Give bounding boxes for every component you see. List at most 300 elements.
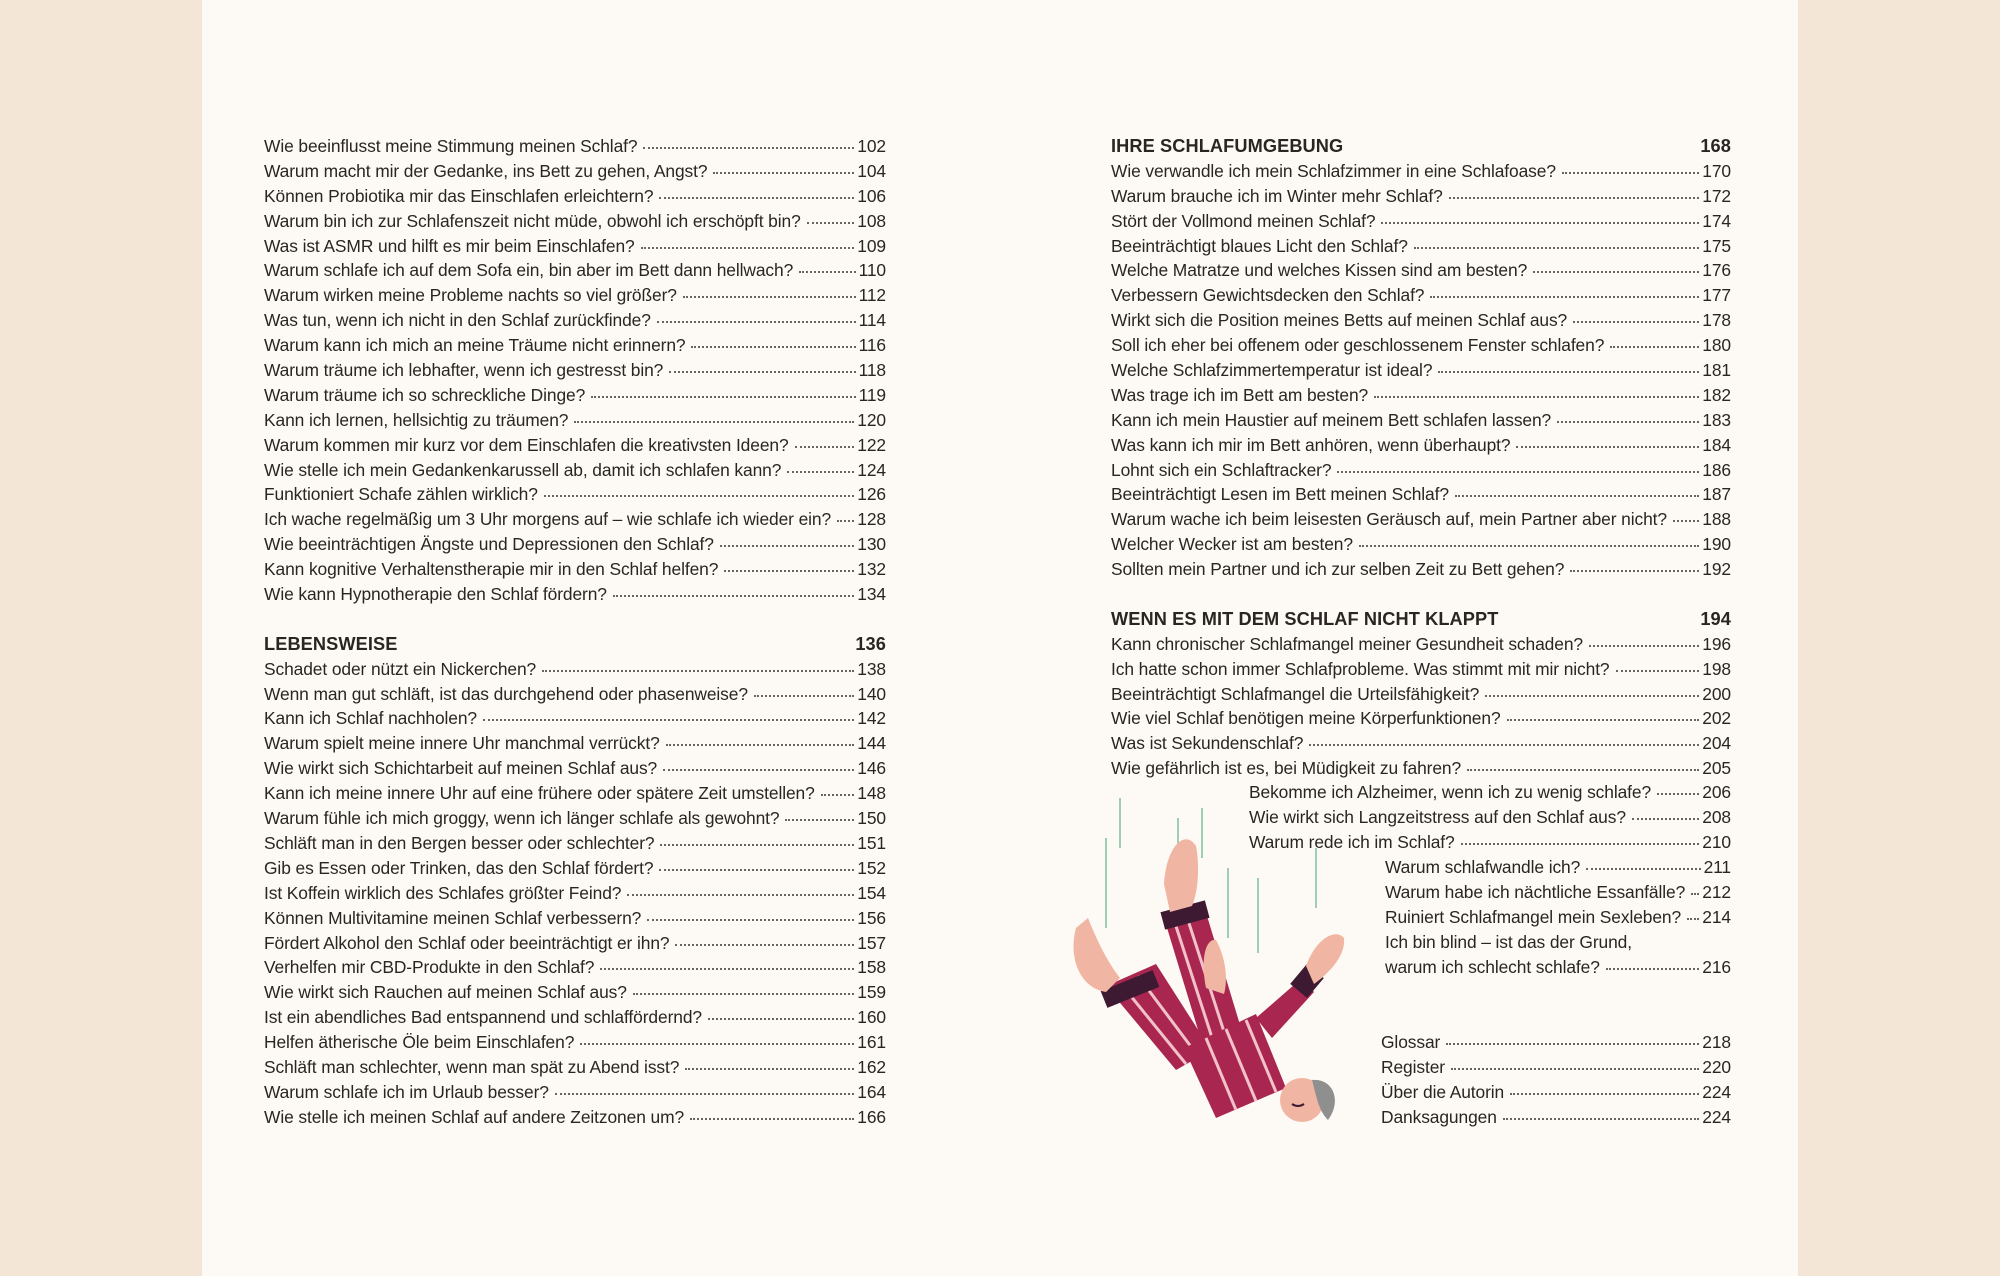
toc-entry (264, 285, 886, 310)
toc-entry-page: 177 (1702, 285, 1731, 306)
dot-leader (691, 346, 855, 348)
toc-entry (1111, 310, 1731, 335)
dot-leader (1455, 495, 1699, 497)
toc-entry-page: 184 (1702, 434, 1731, 455)
dot-leader (669, 371, 855, 373)
toc-entry-page: 224 (1702, 1081, 1731, 1102)
toc-entry-page: 118 (858, 360, 886, 381)
toc-entry-page: 154 (857, 882, 886, 903)
toc-entry-page: 166 (857, 1106, 886, 1127)
toc-entry (264, 435, 886, 460)
toc-entry (1111, 410, 1731, 435)
toc-entry-title: Warum träume ich so schreckliche Dinge? (264, 384, 586, 405)
dot-leader (1516, 446, 1699, 448)
dot-leader (633, 993, 854, 995)
toc-entry (1111, 360, 1731, 385)
toc-entry (264, 534, 886, 559)
toc-indented-list-2 (1385, 857, 1731, 981)
toc-entry-page: 175 (1702, 235, 1731, 256)
toc-entry-page: 159 (857, 982, 886, 1003)
dot-leader (1461, 843, 1700, 845)
toc-entry (1111, 684, 1731, 709)
toc-entry-page: 214 (1702, 906, 1731, 927)
toc-entry (1111, 509, 1731, 534)
toc-entry (264, 783, 886, 808)
toc-entry-title: Wie verwandle ich mein Schlafzimmer in eine Schlafoase? (1111, 160, 1556, 181)
toc-entry (1111, 186, 1731, 211)
toc-entry-title: Wie stelle ich mein Gedankenkarussell ab, damit ich schlafen kann? (264, 459, 782, 480)
toc-entry (1111, 161, 1731, 186)
toc-entry-page: 144 (857, 733, 886, 754)
dot-leader (1557, 421, 1699, 423)
toc-entry-page: 211 (1703, 857, 1731, 877)
foot-upper (1164, 839, 1198, 912)
toc-entry-page: 180 (1702, 335, 1731, 356)
toc-entry-page: 190 (1702, 534, 1731, 555)
dot-leader (1446, 1043, 1699, 1045)
toc-entry-page: 210 (1702, 831, 1731, 852)
toc-entry-page: 160 (857, 1007, 886, 1028)
dot-leader (1438, 371, 1699, 373)
toc-entry-title: Ist Koffein wirklich des Schlafes größter Feind? (264, 882, 622, 903)
toc-entry (264, 211, 886, 236)
toc-entry (1111, 733, 1731, 758)
toc-entry-multiline (1385, 932, 1731, 982)
toc-entry-page: 183 (1702, 409, 1731, 430)
dot-leader (787, 471, 854, 473)
toc-entry-page: 196 (1702, 633, 1731, 654)
toc-entry (1381, 1032, 1731, 1057)
dot-leader (483, 719, 854, 721)
dot-leader (690, 1118, 854, 1120)
toc-entry-page: 112 (858, 285, 886, 306)
toc-entry-title: Warum wache ich beim leisesten Geräusch auf, mein Partner aber nicht? (1111, 509, 1667, 530)
toc-entry-page: 150 (857, 808, 886, 829)
dot-leader (643, 147, 854, 149)
toc-entry (264, 808, 886, 833)
toc-entry (264, 360, 886, 385)
toc-entry (1385, 882, 1731, 907)
toc-entry-page: 186 (1702, 459, 1731, 480)
toc-entry (264, 933, 886, 958)
section-title: LEBENSWEISE (264, 633, 398, 654)
toc-entry (264, 1032, 886, 1057)
dot-leader (713, 172, 854, 174)
toc-entry-page: 216 (1702, 956, 1731, 977)
dot-leader (795, 446, 855, 448)
toc-entry-title: Wie beeinträchtigen Ängste und Depressionen den Schlaf? (264, 534, 714, 555)
toc-entry-page: 109 (857, 235, 886, 256)
toc-entry-title: Wie beeinflusst meine Stimmung meinen Schlaf? (264, 136, 638, 156)
toc-entry (264, 1057, 886, 1082)
toc-entry-page: 126 (857, 484, 886, 505)
toc-entry-title: Können Multivitamine meinen Schlaf verbessern? (264, 907, 642, 928)
toc-entry (264, 957, 886, 982)
dot-leader (641, 247, 855, 249)
toc-entry-page: 128 (857, 509, 886, 530)
dot-leader (1485, 695, 1699, 697)
toc-entry-title: Glossar (1381, 1032, 1441, 1052)
toc-entry-title: Fördert Alkohol den Schlaf oder beeinträchtigt er ihn? (264, 932, 670, 953)
toc-right-column (1111, 136, 1731, 783)
toc-entry-title: Warum schlafwandle ich? (1385, 857, 1581, 877)
toc-entry (1111, 534, 1731, 559)
toc-entry-title: Warum brauche ich im Winter mehr Schlaf? (1111, 185, 1443, 206)
toc-entry-title: Warum kann ich mich an meine Träume nicht erinnern? (264, 335, 686, 356)
toc-entry-page: 132 (857, 559, 886, 580)
falling-sleeper-illustration (1066, 788, 1366, 1148)
toc-entry (1385, 907, 1731, 932)
toc-entry (1381, 1057, 1731, 1082)
toc-entry (264, 335, 886, 360)
toc-entry (264, 659, 886, 684)
toc-entry-title: Warum schlafe ich im Urlaub besser? (264, 1081, 549, 1102)
toc-entry-page: 172 (1702, 185, 1731, 206)
dot-leader (1616, 670, 1700, 672)
toc-entry-page: 162 (857, 1056, 886, 1077)
dot-leader (1606, 968, 1700, 970)
toc-entry (1111, 559, 1731, 584)
dot-leader (613, 595, 854, 597)
toc-entry (1111, 659, 1731, 684)
toc-entry-title: Wie wirkt sich Schichtarbeit auf meinen Schlaf aus? (264, 758, 658, 779)
dot-leader (1507, 719, 1700, 721)
toc-entry (1111, 435, 1731, 460)
toc-entry (264, 236, 886, 261)
dot-leader (627, 894, 854, 896)
toc-entry-title-line2: warum ich schlecht schlafe? (1385, 956, 1600, 977)
toc-entry (264, 883, 886, 908)
toc-entry-title: Warum macht mir der Gedanke, ins Bett zu gehen, Angst? (264, 160, 708, 181)
toc-entry-page: 224 (1702, 1106, 1731, 1127)
toc-entry-title: Wie viel Schlaf benötigen meine Körperfunktionen? (1111, 708, 1501, 729)
dot-leader (1573, 321, 1699, 323)
toc-entry-title: Schläft man in den Bergen besser oder schlechter? (264, 832, 655, 853)
dot-leader (1510, 1093, 1699, 1095)
dot-leader (675, 944, 854, 946)
toc-entry-title: Warum wirken meine Probleme nachts so viel größer? (264, 285, 677, 306)
toc-entry (264, 260, 886, 285)
toc-entry-page: 202 (1702, 708, 1731, 729)
toc-entry-page: 152 (857, 857, 886, 878)
toc-entry-title: Stört der Vollmond meinen Schlaf? (1111, 210, 1376, 231)
dot-leader (799, 271, 855, 273)
toc-entry-page: 198 (1702, 658, 1731, 679)
toc-entry-title: Warum träume ich lebhafter, wenn ich gestresst bin? (264, 360, 664, 381)
toc-entry (264, 982, 886, 1007)
toc-entry-title: Kann chronischer Schlafmangel meiner Gesundheit schaden? (1111, 633, 1583, 654)
toc-entry-title: Warum schlafe ich auf dem Sofa ein, bin aber im Bett dann hellwach? (264, 260, 794, 281)
toc-entry-page: 151 (857, 832, 886, 853)
toc-entry-title: Welche Schlafzimmertemperatur ist ideal? (1111, 360, 1433, 381)
dot-leader (1381, 222, 1699, 224)
toc-entry-page: 114 (858, 310, 886, 331)
toc-entry (264, 1107, 886, 1132)
toc-entry-title: Wie wirkt sich Langzeitstress auf den Schlaf aus? (1249, 806, 1626, 827)
toc-entry (264, 559, 886, 584)
dot-leader (1449, 197, 1700, 199)
dot-leader (754, 695, 854, 697)
dot-leader (542, 670, 854, 672)
toc-entry-page: 208 (1702, 806, 1731, 827)
toc-entry (264, 708, 886, 733)
dot-leader (837, 520, 854, 522)
toc-entry (264, 908, 886, 933)
toc-entry-title: Warum habe ich nächtliche Essanfälle? (1385, 881, 1686, 902)
dot-leader (807, 222, 855, 224)
toc-entry-page: 206 (1702, 782, 1731, 802)
toc-entry (264, 584, 886, 609)
toc-entry-page: 178 (1702, 310, 1731, 331)
dot-leader (785, 819, 854, 821)
dot-leader (600, 968, 854, 970)
dot-leader (1562, 172, 1699, 174)
toc-entry-title: Kann ich lernen, hellsichtig zu träumen? (264, 409, 569, 430)
toc-entry (264, 509, 886, 534)
toc-entry-title: Danksagungen (1381, 1106, 1497, 1127)
toc-entry-title: Wie kann Hypnotherapie den Schlaf fördern? (264, 584, 607, 605)
toc-entry (1385, 857, 1731, 882)
dot-leader (720, 545, 854, 547)
dot-leader (1632, 818, 1699, 820)
section-title: IHRE SCHLAFUMGEBUNG (1111, 136, 1344, 156)
dot-leader (647, 919, 854, 921)
dot-leader (1673, 520, 1699, 522)
toc-entry (1111, 385, 1731, 410)
section-page: 136 (855, 633, 886, 654)
dot-leader (1414, 247, 1700, 249)
toc-entry (264, 684, 886, 709)
toc-entry-title: Ich hatte schon immer Schlafprobleme. Was stimmt mit mir nicht? (1111, 658, 1610, 679)
dot-leader (1451, 1068, 1699, 1070)
dot-leader (574, 421, 854, 423)
toc-entry-title: Ich wache regelmäßig um 3 Uhr morgens auf – wie schlafe ich wieder ein? (264, 509, 832, 530)
toc-entry-page: 204 (1702, 733, 1731, 754)
book-spread-page (202, 0, 1798, 1276)
toc-entry-page: 170 (1702, 160, 1731, 181)
toc-entry-page: 176 (1702, 260, 1731, 281)
toc-entry-page: 161 (857, 1032, 886, 1053)
dot-leader (1374, 396, 1699, 398)
toc-entry-title: Wie wirkt sich Rauchen auf meinen Schlaf aus? (264, 982, 627, 1003)
toc-entry-page: 158 (857, 957, 886, 978)
toc-entry-page: 116 (858, 335, 886, 356)
toc-entry-title: Was tun, wenn ich nicht in den Schlaf zurückfinde? (264, 310, 651, 331)
toc-entry-page: 156 (857, 907, 886, 928)
toc-entry-title: Kann kognitive Verhaltenstherapie mir in den Schlaf helfen? (264, 559, 719, 580)
toc-entry (1111, 484, 1731, 509)
dot-leader (1359, 545, 1699, 547)
toc-entry-title: Beeinträchtigt Lesen im Bett meinen Schlaf? (1111, 484, 1449, 505)
toc-entry-page: 157 (857, 932, 886, 953)
toc-entry-title: Können Probiotika mir das Einschlafen erleichtern? (264, 185, 654, 206)
toc-entry-page: 122 (857, 434, 886, 455)
toc-entry-page: 108 (857, 210, 886, 231)
dot-leader (555, 1093, 854, 1095)
section-spacer (1111, 584, 1731, 609)
toc-entry (264, 460, 886, 485)
toc-entry-page: 187 (1702, 484, 1731, 505)
toc-entry-page: 138 (857, 658, 886, 679)
toc-entry-title: Sollten mein Partner und ich zur selben Zeit zu Bett gehen? (1111, 559, 1565, 580)
toc-entry (264, 1007, 886, 1032)
toc-entry (1111, 335, 1731, 360)
section-page: 194 (1700, 608, 1731, 629)
toc-entry-page: 142 (857, 708, 886, 729)
toc-entry (1381, 1107, 1731, 1132)
toc-entry-page: 134 (857, 584, 886, 605)
toc-entry-title: Register (1381, 1056, 1445, 1077)
dot-leader (1430, 296, 1699, 298)
toc-entry-page: 110 (858, 260, 886, 281)
toc-entry-title: Beeinträchtigt blaues Licht den Schlaf? (1111, 235, 1408, 256)
toc-entry (264, 858, 886, 883)
toc-entry (264, 758, 886, 783)
dot-leader (724, 570, 854, 572)
toc-entry-page: 104 (857, 160, 886, 181)
dot-leader (685, 1068, 854, 1070)
toc-entry-page: 212 (1702, 881, 1731, 902)
toc-entry (1111, 460, 1731, 485)
dot-leader (1309, 744, 1699, 746)
dot-leader (666, 744, 855, 746)
toc-entry-page: 181 (1702, 360, 1731, 381)
toc-entry (1381, 1082, 1731, 1107)
toc-entry-title: Kann ich mein Haustier auf meinem Bett schlafen lassen? (1111, 409, 1552, 430)
toc-entry (264, 161, 886, 186)
toc-entry-page: 146 (857, 758, 886, 779)
dot-leader (1570, 570, 1699, 572)
toc-entry-title: Warum spielt meine innere Uhr manchmal verrückt? (264, 733, 660, 754)
toc-entry-title: Soll ich eher bei offenem oder geschlossenem Fenster schlafen? (1111, 335, 1605, 356)
dot-leader (1533, 271, 1699, 273)
toc-entry-title: Ruiniert Schlafmangel mein Sexleben? (1385, 906, 1682, 927)
toc-entry-title: Bekomme ich Alzheimer, wenn ich zu wenig schlafe? (1249, 782, 1652, 802)
toc-entry-title: Schläft man schlechter, wenn man spät zu Abend isst? (264, 1056, 680, 1077)
toc-entry (1111, 758, 1731, 783)
toc-entry (264, 310, 886, 335)
toc-entry (1111, 634, 1731, 659)
toc-entry (264, 484, 886, 509)
toc-entry-page: 120 (857, 409, 886, 430)
toc-entry-title: Was ist Sekundenschlaf? (1111, 733, 1304, 754)
toc-entry-page: 220 (1702, 1056, 1731, 1077)
toc-entry-title: Über die Autorin (1381, 1081, 1505, 1102)
dot-leader (544, 495, 854, 497)
toc-entry-title: Warum bin ich zur Schlafenszeit nicht müde, obwohl ich erschöpft bin? (264, 210, 801, 231)
dot-leader (1589, 645, 1699, 647)
toc-entry-title: Warum rede ich im Schlaf? (1249, 831, 1455, 852)
toc-entry-title: Warum kommen mir kurz vor dem Einschlafen die kreativsten Ideen? (264, 434, 789, 455)
toc-entry (1111, 285, 1731, 310)
toc-section-heading (264, 634, 886, 659)
toc-entry-title: Verbessern Gewichtsdecken den Schlaf? (1111, 285, 1425, 306)
toc-entry-title: Wie stelle ich meinen Schlaf auf andere Zeitzonen um? (264, 1106, 685, 1127)
toc-entry (264, 1082, 886, 1107)
section-page: 168 (1700, 136, 1731, 156)
dot-leader (1503, 1118, 1699, 1120)
section-spacer (264, 609, 886, 634)
toc-entry-page: 182 (1702, 384, 1731, 405)
toc-entry-title: Beeinträchtigt Schlafmangel die Urteilsfähigkeit? (1111, 683, 1480, 704)
dot-leader (663, 769, 854, 771)
toc-entry-title: Lohnt sich ein Schlaftracker? (1111, 459, 1332, 480)
toc-section-heading (1111, 609, 1731, 634)
toc-entry (264, 410, 886, 435)
dot-leader (580, 1043, 854, 1045)
dot-leader (591, 396, 855, 398)
toc-entry-title: Funktioniert Schafe zählen wirklich? (264, 484, 538, 505)
toc-entry (1111, 260, 1731, 285)
toc-entry-page: 106 (857, 185, 886, 206)
dot-leader (1467, 769, 1699, 771)
toc-entry-title: Helfen ätherische Öle beim Einschlafen? (264, 1032, 575, 1053)
dot-leader (1687, 918, 1699, 920)
dot-leader (1586, 868, 1700, 870)
toc-left-column (264, 136, 886, 1132)
dot-leader (657, 321, 856, 323)
toc-entry (1111, 236, 1731, 261)
dot-leader (1657, 793, 1699, 795)
toc-entry (264, 186, 886, 211)
toc-entry-title: Wenn man gut schläft, ist das durchgehend oder phasenweise? (264, 683, 748, 704)
toc-entry-page: 192 (1702, 559, 1731, 580)
toc-entry-title: Schadet oder nützt ein Nickerchen? (264, 658, 537, 679)
dot-leader (1691, 893, 1699, 895)
dot-leader (708, 1018, 854, 1020)
toc-entry (1111, 211, 1731, 236)
dot-leader (659, 197, 854, 199)
dot-leader (821, 794, 855, 796)
dot-leader (1610, 346, 1699, 348)
foot-lower (1074, 918, 1120, 992)
toc-entry-page: 140 (857, 683, 886, 704)
toc-entry-title: Was kann ich mir im Bett anhören, wenn überhaupt? (1111, 434, 1511, 455)
toc-entry-title: Kann ich meine innere Uhr auf eine frühere oder spätere Zeit umstellen? (264, 783, 815, 804)
toc-entry-page: 124 (857, 459, 886, 480)
toc-entry (264, 385, 886, 410)
toc-entry (264, 733, 886, 758)
section-title: WENN ES MIT DEM SCHLAF NICHT KLAPPT (1111, 608, 1499, 629)
toc-entry-title: Gib es Essen oder Trinken, das den Schlaf fördert? (264, 857, 654, 878)
toc-entry (264, 136, 886, 161)
toc-entry-page: 164 (857, 1081, 886, 1102)
toc-entry-title-line1: Ich bin blind – ist das der Grund, (1385, 931, 1632, 952)
toc-entry-title: Ist ein abendliches Bad entspannend und schlaffördernd? (264, 1007, 702, 1028)
toc-entry-page: 188 (1702, 509, 1731, 530)
toc-entry-page: 205 (1702, 758, 1731, 779)
hand-left (1204, 940, 1226, 994)
dot-leader (683, 296, 856, 298)
toc-entry-page: 174 (1702, 210, 1731, 231)
toc-section-heading (1111, 136, 1731, 161)
dot-leader (659, 869, 854, 871)
toc-entry-page: 102 (857, 136, 886, 156)
toc-entry (1111, 708, 1731, 733)
toc-entry (264, 833, 886, 858)
toc-entry-title: Welche Matratze und welches Kissen sind am besten? (1111, 260, 1528, 281)
dot-leader (660, 844, 854, 846)
toc-entry-page: 148 (857, 783, 886, 804)
toc-entry-page: 218 (1702, 1032, 1731, 1052)
toc-entry-title: Was trage ich im Bett am besten? (1111, 384, 1369, 405)
toc-entry-title: Was ist ASMR und hilft es mir beim Einschlafen? (264, 235, 635, 256)
toc-entry-page: 130 (857, 534, 886, 555)
dot-leader (1337, 471, 1699, 473)
toc-entry-page: 200 (1702, 683, 1731, 704)
toc-entry-title: Wie gefährlich ist es, bei Müdigkeit zu fahren? (1111, 758, 1462, 779)
toc-entry-title: Kann ich Schlaf nachholen? (264, 708, 478, 729)
